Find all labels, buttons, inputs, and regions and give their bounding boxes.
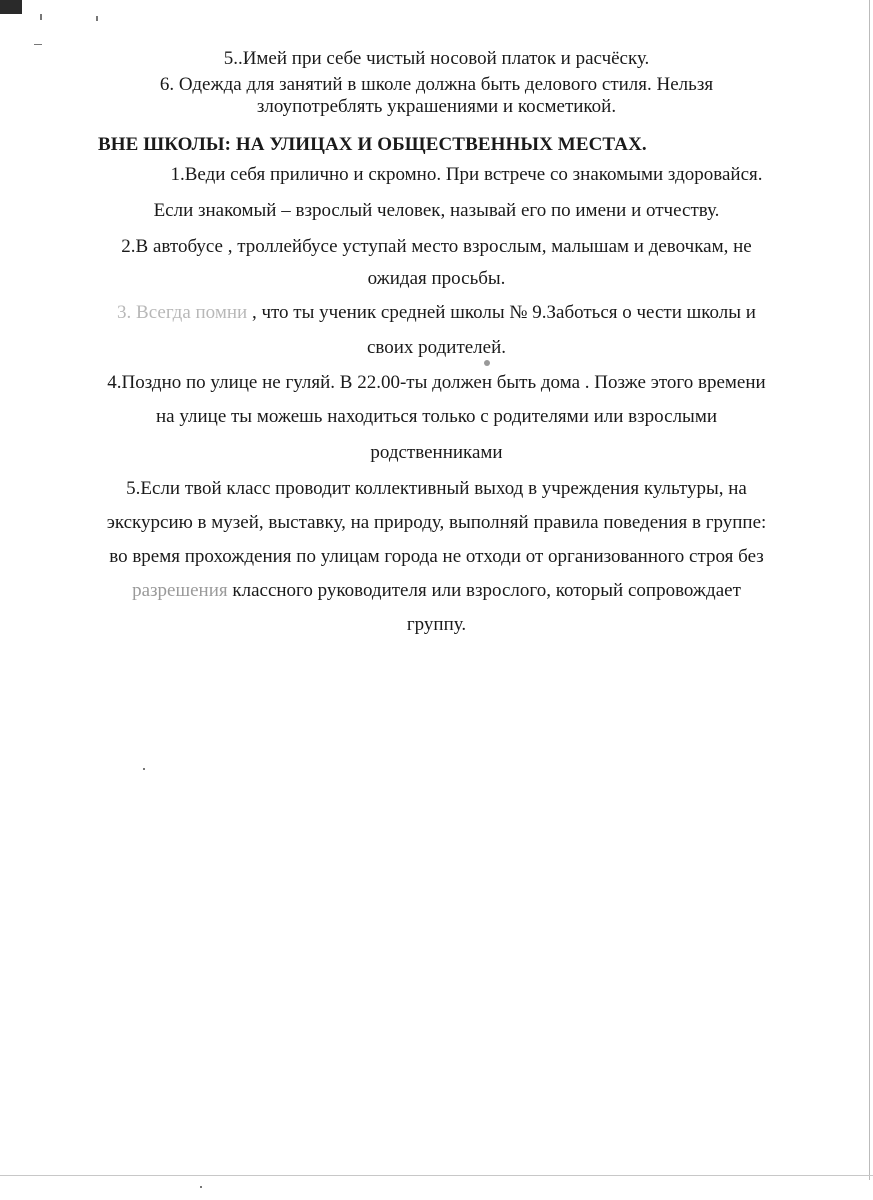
- rule-1-line-2: Если знакомый – взрослый человек, называй его по имени и отчеству.: [153, 200, 720, 221]
- rule-2-line-2: ожидая просьбы.: [367, 268, 506, 289]
- top-line-3: злоупотреблять украшениями и косметикой.: [256, 96, 617, 117]
- rule-5-line-2: экскурсию в музей, выставку, на природу, выполняй правила поведения в группе:: [106, 512, 767, 533]
- scan-tick: [34, 44, 42, 45]
- scan-tick: [40, 14, 42, 20]
- rule-3-text: , что ты ученик средней школы № 9.Заботься о чести школы и: [247, 302, 756, 323]
- rule-4-line-2: на улице ты можешь находиться только с родителями или взрослыми: [155, 406, 718, 427]
- top-line-2: 6. Одежда для занятий в школе должна быть делового стиля. Нельзя: [159, 74, 714, 95]
- scan-bottom-edge: [0, 1175, 873, 1176]
- rule-3-line-2: своих родителей.: [366, 337, 507, 358]
- rule-5-text: классного руководителя или взрослого, который сопровождает: [227, 580, 741, 601]
- section-heading: ВНЕ ШКОЛЫ: НА УЛИЦАХ И ОБЩЕСТВЕННЫХ МЕСТАХ.: [98, 134, 647, 155]
- scan-dot: [143, 768, 145, 770]
- rule-5-line-4: [0, 580, 873, 602]
- rule-2-line-1: 2.В автобусе , троллейбусе уступай место взрослым, малышам и девочкам, не: [121, 236, 752, 257]
- rule-5-line-1: 5.Если твой класс проводит коллективный выход в учреждения культуры, на: [126, 478, 747, 499]
- scan-speck: [484, 360, 490, 366]
- rule-5-faded-text: разрешения: [132, 580, 228, 601]
- rule-3-faded-text: 3. Всегда помни: [117, 302, 248, 323]
- rule-4-line-1: 4.Поздно по улице не гуляй. В 22.00-ты должен быть дома . Позже этого времени: [107, 372, 766, 393]
- rule-5-line-3: во время прохождения по улицам города не отходи от организованного строя без: [109, 546, 764, 567]
- scan-dot: [200, 1186, 202, 1188]
- scan-tick: [96, 16, 98, 21]
- scan-corner-mark: [0, 0, 22, 14]
- rule-5-line-5: группу.: [406, 614, 467, 635]
- top-line-1: 5..Имей при себе чистый носовой платок и расчёску.: [223, 48, 650, 69]
- rule-4-line-3: родственниками: [370, 442, 503, 463]
- rule-3-line-1: [0, 302, 873, 324]
- rule-1-line-1: 1.Веди себя прилично и скромно. При встрече со знакомыми здоровайся.: [170, 164, 763, 185]
